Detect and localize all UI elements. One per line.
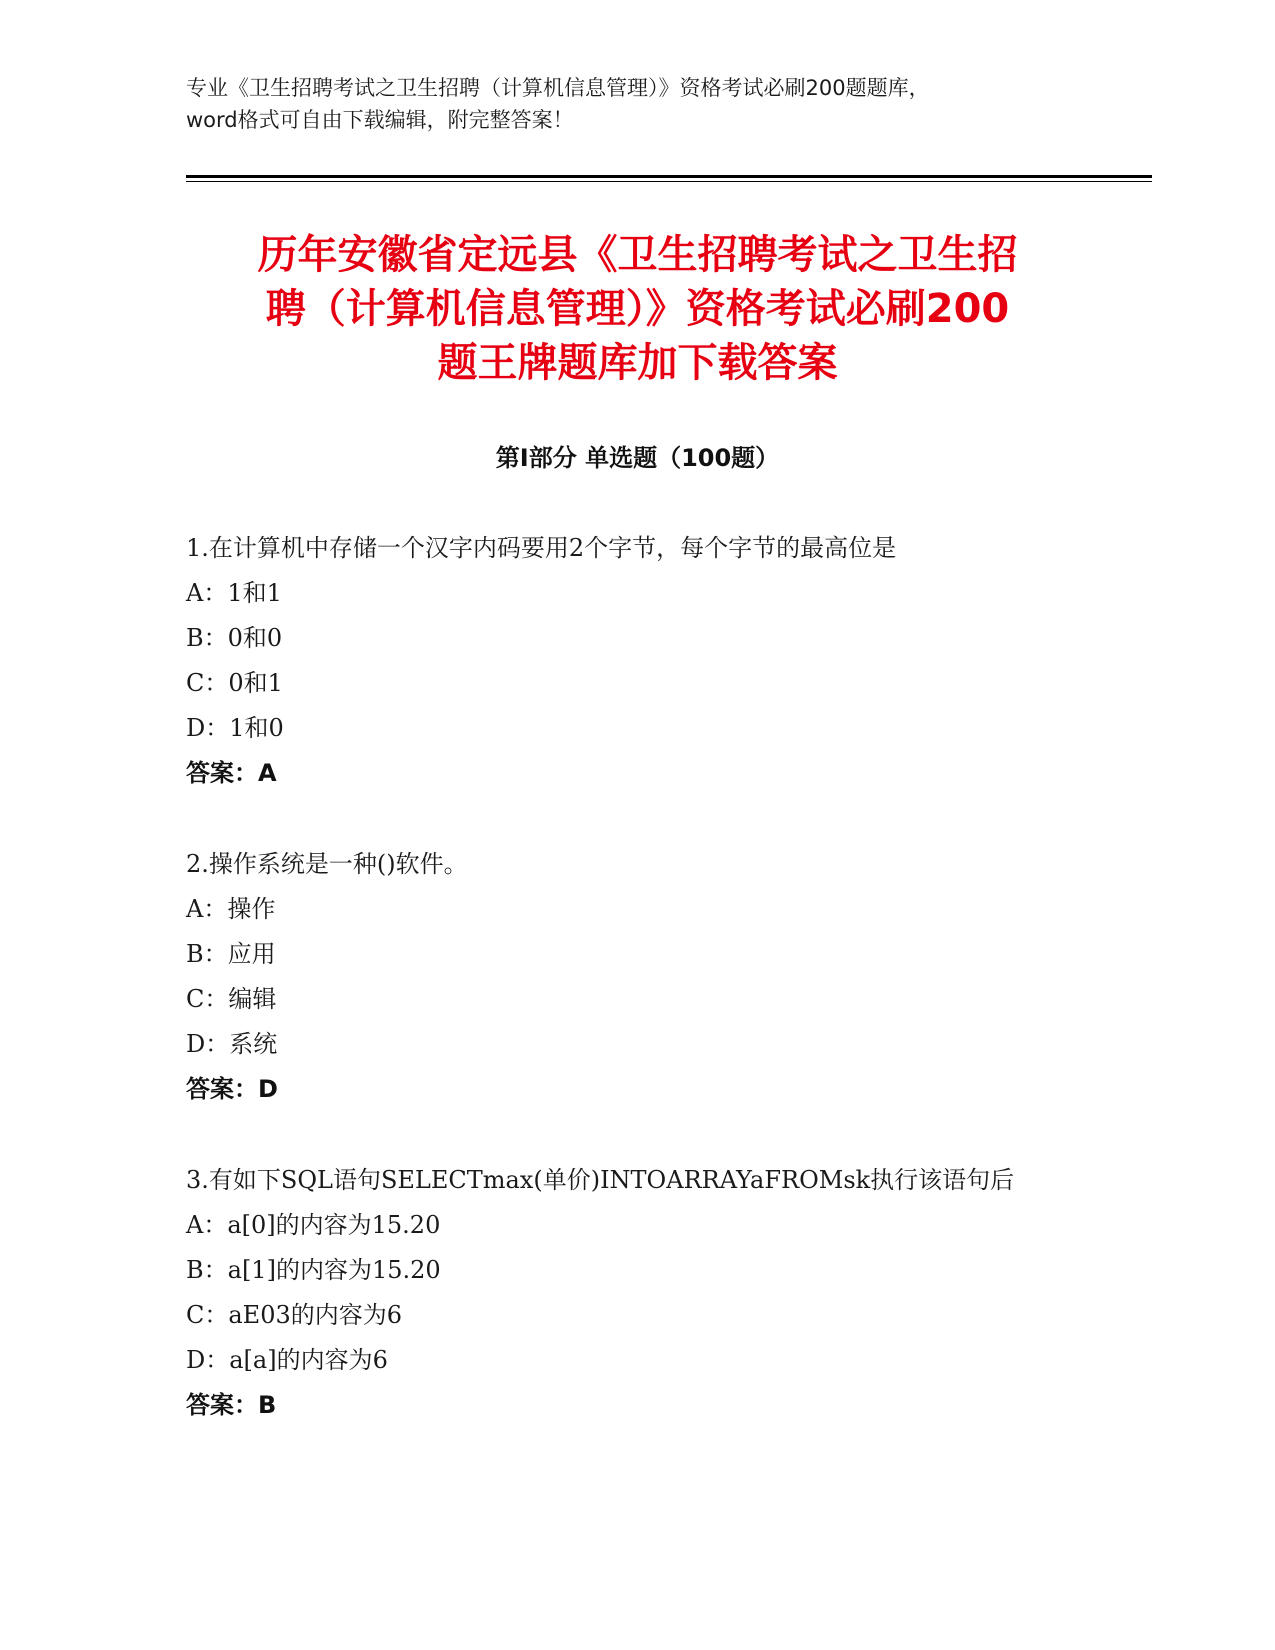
- question-list: [186, 526, 1146, 1474]
- question-stem: 2.操作系统是一种()软件。: [186, 850, 468, 878]
- question-option-a: A：操作: [186, 895, 276, 923]
- question-option-b: B：a[1]的内容为15.20: [186, 1256, 441, 1284]
- header-note: [186, 72, 1086, 136]
- question-option-b: B：应用: [186, 940, 276, 968]
- question-option-d: D：1和0: [186, 714, 284, 742]
- question-option-d: D：系统: [186, 1030, 278, 1058]
- question-item: [186, 526, 1146, 796]
- document-title-line-3: 题王牌题库加下载答案: [437, 340, 838, 386]
- question-stem: 3.有如下SQL语句SELECTmax(单价)INTOARRAYaFROMsk执行该语句后: [186, 1166, 1015, 1194]
- question-option-c: C：编辑: [186, 985, 277, 1013]
- question-option-a: A：a[0]的内容为15.20: [186, 1211, 441, 1239]
- question-stem: 1.在计算机中存储一个汉字内码要用2个字节，每个字节的最高位是: [186, 534, 897, 562]
- document-title-line-1: 历年安徽省定远县《卫生招聘考试之卫生招: [257, 232, 1018, 278]
- question-option-d: D：a[a]的内容为6: [186, 1346, 388, 1374]
- header-divider-thin: [186, 181, 1152, 182]
- question-answer: 答案：D: [186, 1075, 278, 1103]
- header-note-line-1: 专业《卫生招聘考试之卫生招聘（计算机信息管理）》资格考试必刷200题题库，: [186, 76, 930, 100]
- document-title: [150, 228, 1125, 390]
- question-item: [186, 1158, 1146, 1428]
- question-answer: 答案：B: [186, 1391, 277, 1419]
- header-note-line-2: word格式可自由下载编辑，附完整答案！: [186, 108, 574, 132]
- question-option-c: C：aE03的内容为6: [186, 1301, 402, 1329]
- section-title: 第Ⅰ部分 单选题（100题）: [495, 444, 780, 472]
- question-option-a: A：1和1: [186, 579, 282, 607]
- question-item: [186, 842, 1146, 1112]
- document-title-line-2: 聘（计算机信息管理）》资格考试必刷200: [265, 286, 1010, 332]
- question-option-b: B：0和0: [186, 624, 283, 652]
- header-divider-thick: [186, 175, 1152, 178]
- question-option-c: C：0和1: [186, 669, 283, 697]
- question-answer: 答案：A: [186, 759, 277, 787]
